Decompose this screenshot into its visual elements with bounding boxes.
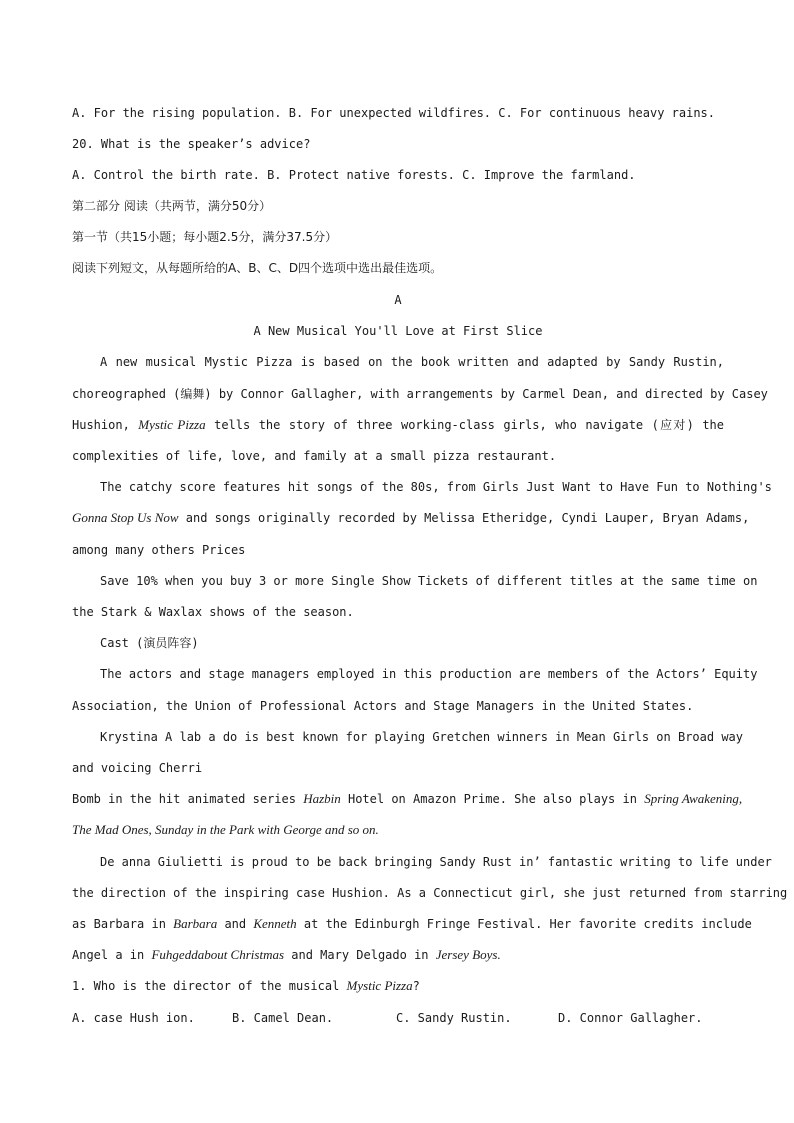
paragraph-3-line-2: the Stark & Waxlax shows of the season. bbox=[72, 605, 354, 619]
paragraph-2-line-1: The catchy score features hit songs of the 80s, from Girls Just Want to Have Fun to Nothing's bbox=[100, 480, 772, 494]
paragraph-5-line-2: and voicing Cherri bbox=[72, 761, 203, 775]
paragraph-1-line-3: Hushion, Mystic Pizza tells the story of three working-class girls, who navigate (应对) the bbox=[72, 417, 724, 432]
paragraph-2-line-3: among many others Prices bbox=[72, 543, 246, 557]
paragraph-5-line-4: The Mad Ones, Sunday in the Park with George and so on. bbox=[72, 822, 379, 837]
paragraph-6-line-3: as Barbara in Barbara and Kenneth at the Edinburgh Fringe Festival. Her favorite credits include bbox=[72, 916, 752, 931]
paragraph-1-line-2: choreographed (编舞) by Connor Gallagher, with arrangements by Carmel Dean, and directed by Casey bbox=[72, 387, 768, 401]
passage-title: A New Musical You'll Love at First Slice bbox=[253, 324, 543, 338]
paragraph-3-line-1: Save 10% when you buy 3 or more Single Show Tickets of different titles at the same time on bbox=[100, 574, 758, 588]
paragraph-5-line-1: Krystina A lab a do is best known for playing Gretchen winners in Mean Girls on Broad way bbox=[100, 730, 743, 744]
paragraph-6-line-1: De anna Giulietti is proud to be back bringing Sandy Rust in’ fantastic writing to life under bbox=[100, 855, 772, 869]
paragraph-5-line-3: Bomb in the hit animated series Hazbin Hotel on Amazon Prime. She also plays in Spring Awakening, bbox=[72, 791, 743, 806]
show-title: Mystic Pizza bbox=[138, 417, 206, 432]
q20-options: A. Control the birth rate. B. Protect native forests. C. Improve the farmland. bbox=[72, 168, 636, 182]
section1-heading: 第一节（共15小题；每小题2.5分，满分37.5分） bbox=[72, 230, 338, 244]
question-1-options bbox=[72, 1010, 724, 1026]
paragraph-6-line-2: the direction of the inspiring case Hushion. As a Connecticut girl, she just returned from starring bbox=[72, 886, 788, 900]
option-b: B. Camel Dean. bbox=[232, 1011, 334, 1025]
q19-options: A. For the rising population. B. For unexpected wildfires. C. For continuous heavy rains. bbox=[72, 106, 715, 120]
option-d: D. Connor Gallagher. bbox=[558, 1011, 703, 1025]
question-1-stem: 1. Who is the director of the musical Mystic Pizza? bbox=[72, 978, 420, 993]
q20-stem: 20. What is the speaker’s advice? bbox=[72, 137, 311, 151]
paragraph-1-line-1: A new musical Mystic Pizza is based on the book written and adapted by Sandy Rustin, bbox=[100, 355, 724, 369]
part2-heading: 第二部分 阅读（共两节，满分50分） bbox=[72, 199, 272, 213]
passage-letter: A bbox=[394, 293, 402, 307]
paragraph-1-line-4: complexities of life, love, and family at a small pizza restaurant. bbox=[72, 449, 557, 463]
paragraph-2-line-2: Gonna Stop Us Now and songs originally recorded by Melissa Etheridge, Cyndi Lauper, Bryan Adams, bbox=[72, 510, 750, 525]
paragraph-4-line-1: The actors and stage managers employed in this production are members of the Actors’ Equity bbox=[100, 667, 758, 681]
cast-heading: Cast (演员阵容) bbox=[100, 636, 199, 650]
option-c: C. Sandy Rustin. bbox=[396, 1011, 512, 1025]
paragraph-6-line-4: Angel a in Fuhgeddabout Christmas and Mary Delgado in Jersey Boys. bbox=[72, 947, 501, 962]
option-a: A. case Hush ion. bbox=[72, 1011, 195, 1025]
reading-instruction: 阅读下列短文，从每题所给的A、B、C、D四个选项中选出最佳选项。 bbox=[72, 261, 443, 275]
paragraph-4-line-2: Association, the Union of Professional Actors and Stage Managers in the United States. bbox=[72, 699, 694, 713]
song-title: Gonna Stop Us Now bbox=[72, 510, 179, 525]
